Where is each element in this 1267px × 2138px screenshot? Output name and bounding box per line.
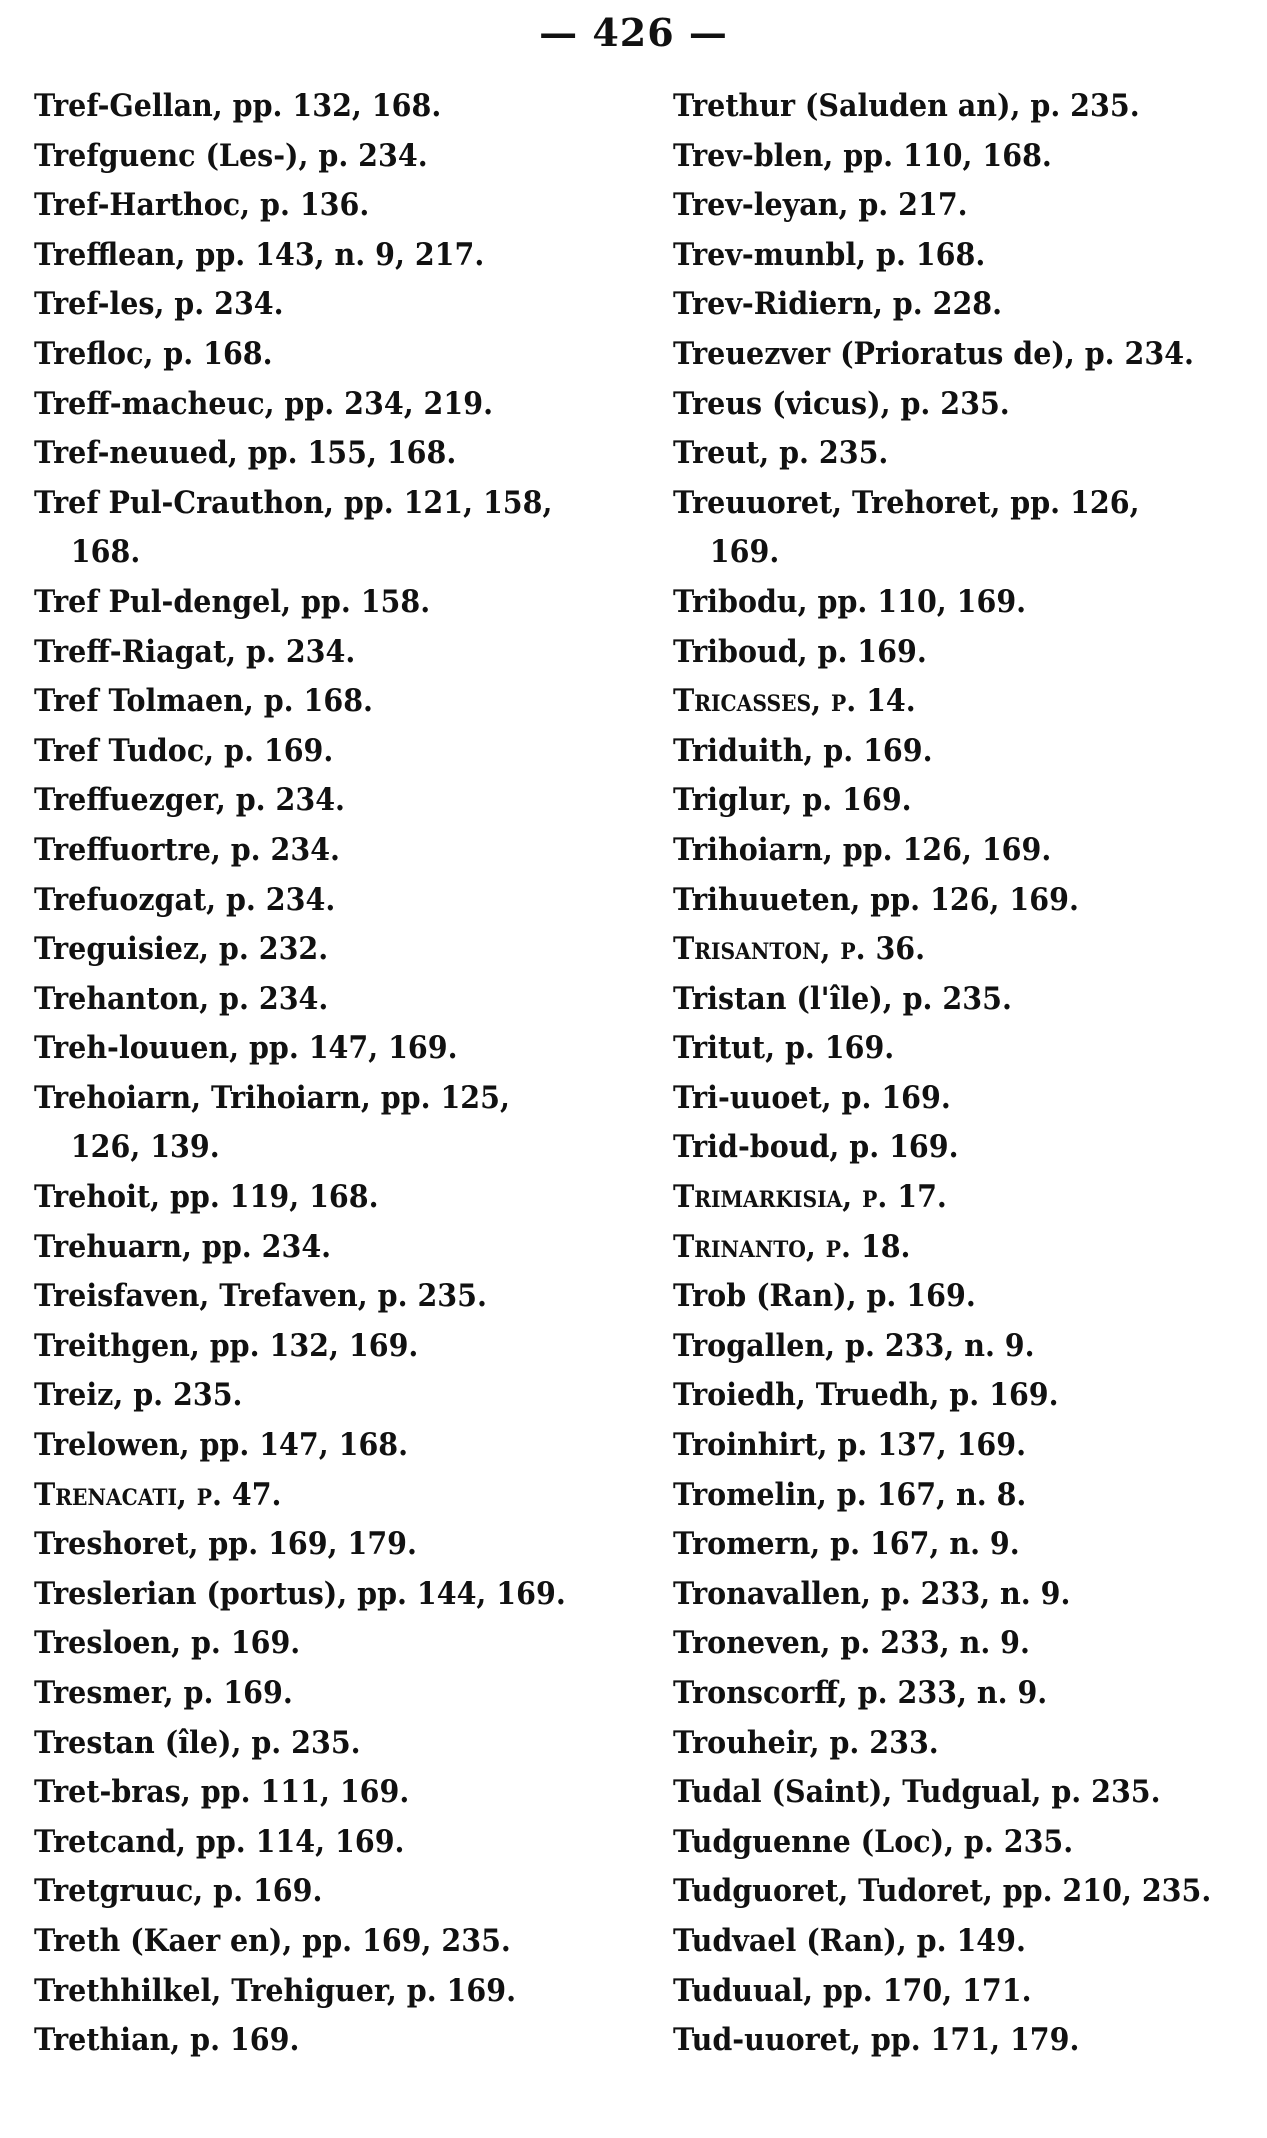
index-entry-text: Trehoit, pp. 119, 168. [34,1179,379,1216]
index-entry-text: Tref-neuued, pp. 155, 168. [34,435,457,472]
index-entry [34,1867,549,1917]
index-entry-text: Treth (Kaer en), pp. 169, 235. [34,1922,511,1959]
index-entry-text: Trehuarn, pp. 234. [34,1228,332,1265]
index-entry [34,1173,549,1223]
index-entry-text: Triduith, p. 169. [673,732,933,769]
index-entry-continuation: 169. [709,534,780,571]
index-entry [34,1371,549,1421]
index-column-right [673,82,1243,2066]
index-entry [673,1074,1197,1124]
index-entry [34,1570,566,1620]
index-entry-text: Tudguoret, Tudoret, pp. 210, 235. [673,1873,1212,1910]
index-entry [34,1520,549,1570]
index-entry-text: Treff-Riagat, p. 234. [34,633,356,670]
index-entry-text: Trid-boud, p. 169. [673,1129,959,1166]
index-entry-text: Trehanton, p. 234. [34,980,329,1017]
index-entry [673,1768,1197,1818]
index-entry [34,1669,549,1719]
index-entry-text: Trouheir, p. 233. [673,1724,939,1761]
index-entry-text: Tribodu, pp. 110, 169. [673,583,1027,620]
index-entry [673,776,1197,826]
index-entry-text: Trimarkisia, p. 17. [673,1179,947,1216]
index-entry-text: Tresmer, p. 169. [34,1675,293,1711]
index-entry [34,1024,549,1074]
index-entry-text: Tudal (Saint), Tudgual, p. 235. [673,1774,1161,1811]
index-entry-text: Trev-leyan, p. 217. [673,187,968,224]
index-entry [673,1322,1197,1372]
index-entry-text: Tretgruuc, p. 169. [34,1873,323,1910]
index-entry [673,1272,1197,1322]
index-entry-text: Troneven, p. 233, n. 9. [673,1625,1030,1662]
index-entry [34,1719,549,1769]
index-entry-continuation: 126, 139. [70,1129,220,1166]
index-entry [34,826,549,876]
index-entry [673,1421,1197,1471]
index-entry-text: Treithgen, pp. 132, 169. [34,1327,419,1364]
index-entry [34,380,549,430]
index-entry-text: Tref Tudoc, p. 169. [34,732,334,769]
index-entry [34,975,549,1025]
index-entry [34,1421,549,1471]
index-entry-text: Tref-les, p. 234. [34,286,284,323]
index-entry-text: Tresloen, p. 169. [34,1625,301,1662]
index-entry-text: Trob (Ran), p. 169. [673,1278,976,1315]
index-entry-text: Triboud, p. 169. [673,633,927,670]
index-entry-text: Troiedh, Truedh, p. 169. [673,1377,1059,1414]
index-entry-text: Trehoiarn, Trihoiarn, pp. 125, [34,1079,510,1116]
index-entry [34,876,549,926]
index-entry [673,1371,1197,1421]
index-entry [34,132,549,182]
index-entry [673,1967,1197,2017]
index-entry [34,1619,549,1669]
index-entry-text: Treut, p. 235. [673,435,889,472]
index-entry [34,925,549,975]
index-entry-text: Treshoret, pp. 169, 179. [34,1526,417,1563]
index-entry-text: Tref Tolmaen, p. 168. [34,683,373,720]
index-entry [673,1223,1197,1273]
index-entry-text: Tronscorff, p. 233, n. 9. [673,1675,1048,1711]
index-entry-text: Trelowen, pp. 147, 168. [34,1427,409,1464]
index-entry-text: Treus (vicus), p. 235. [673,385,1010,422]
index-entry-text: Trisanton, p. 36. [673,931,926,968]
index-entry-text: Tref-Harthoc, p. 136. [34,187,370,224]
index-entry-text: Treff-macheuc, pp. 234, 219. [34,385,494,422]
index-entry [34,231,549,281]
index-entry-text: Trefguenc (Les-), p. 234. [34,137,428,174]
index-entry-text: Trev-munbl, p. 168. [673,236,986,273]
index-entry-text: Trethian, p. 169. [34,2022,300,2059]
index-entry-text: Tudvael (Ran), p. 149. [673,1922,1026,1959]
index-entry [34,727,549,777]
index-entry-text: Tref-Gellan, pp. 132, 168. [34,88,442,124]
index-entry [673,1867,1212,1917]
index-entry [673,628,1197,678]
index-entry-text: Triglur, p. 169. [673,782,912,819]
index-entry-text: Trev-blen, pp. 110, 168. [673,137,1052,174]
index-entry [34,181,549,231]
index-entry-text: Treiz, p. 235. [34,1377,243,1414]
index-entry-text: Tret-bras, pp. 111, 169. [34,1774,410,1811]
index-entry-text: Treffuezger, p. 234. [34,782,345,819]
index-entry [673,826,1197,876]
index-entry [34,1917,549,1967]
index-entry [34,776,549,826]
index-entry [34,1223,549,1273]
index-entry-text: Trihuueten, pp. 126, 169. [673,881,1079,918]
index-column-left [34,82,594,2066]
index-entry-text: Treh-louuen, pp. 147, 169. [34,1030,458,1067]
index-entry [673,1024,1197,1074]
index-entry-text: Trihoiarn, pp. 126, 169. [673,831,1052,868]
index-entry-text: Trinanto, p. 18. [673,1228,911,1265]
index-entry [673,330,1197,380]
index-entry [673,1619,1197,1669]
index-entry-text: Trethur (Saluden an), p. 235. [673,88,1140,124]
index-entry-text: Tud-uuoret, pp. 171, 179. [673,2022,1080,2059]
index-entry [673,876,1197,926]
index-entry-text: Tristan (l'île), p. 235. [673,980,1012,1017]
index-entry [673,429,1197,479]
index-entry [673,975,1197,1025]
index-entry [673,2016,1197,2066]
index-entry-text: Trefloc, p. 168. [34,335,273,372]
index-entry [34,330,549,380]
index-entry [673,1719,1197,1769]
index-entry [673,727,1197,777]
index-entry [673,677,1197,727]
index-entry-text: Trev-Ridiern, p. 228. [673,286,1003,323]
index-entry-text: Tromelin, p. 167, n. 8. [673,1476,1027,1513]
index-entry-text: Tri-uuoet, p. 169. [673,1079,951,1116]
index-entry [673,1570,1197,1620]
index-entry-text: Trogallen, p. 233, n. 9. [673,1327,1035,1364]
index-entry [34,1768,549,1818]
index-entry-text: Tref Pul-dengel, pp. 158. [34,583,431,620]
index-entry [34,1818,549,1868]
index-entry [673,82,1197,132]
index-entry-text: Tretcand, pp. 114, 169. [34,1823,405,1860]
index-entry-text: Tritut, p. 169. [673,1030,895,1067]
index-entry-text: Treffuortre, p. 234. [34,831,340,868]
index-entry [34,1967,549,2017]
index-entry [673,1520,1197,1570]
index-entry-text: Tromern, p. 167, n. 9. [673,1526,1020,1563]
page-number: — 426 — [539,10,728,55]
index-entry [34,1272,549,1322]
index-entry-text: Trenacati, p. 47. [34,1476,282,1513]
index-entry [34,82,549,132]
index-entry-text: Treuuoret, Trehoret, pp. 126, [673,484,1140,521]
index-entry [34,280,549,330]
index-entry [34,429,549,479]
index-entry [34,677,549,727]
index-entry-text: Trethhilkel, Trehiguer, p. 169. [34,1972,517,2009]
index-entry-text: Treuezver (Prioratus de), p. 234. [673,335,1194,372]
index-entry [673,578,1197,628]
index-entry-text: Treisfaven, Trefaven, p. 235. [34,1278,487,1315]
index-entry-text: Tronavallen, p. 233, n. 9. [673,1575,1071,1612]
index-entry [673,132,1197,182]
index-entry-text: Troinhirt, p. 137, 169. [673,1427,1027,1464]
index-entry [673,1123,1197,1173]
index-entry [673,1471,1197,1521]
index-entry [673,181,1197,231]
index-entry-continuation: 168. [70,534,141,571]
index-entry [673,231,1197,281]
index-entry-text: Treslerian (portus), pp. 144, 169. [34,1575,566,1612]
index-entry [673,1173,1197,1223]
index-entry [673,280,1197,330]
index-entry [34,578,549,628]
index-entry [673,925,1197,975]
index-entry [673,380,1197,430]
index-entry [34,1074,549,1173]
index-entry-text: Tudguenne (Loc), p. 235. [673,1823,1074,1860]
index-entry [34,628,549,678]
index-entry [34,1322,549,1372]
index-entry-text: Treguisiez, p. 232. [34,931,329,968]
index-entry [34,1471,549,1521]
index-entry-text: Tuduual, pp. 170, 171. [673,1972,1032,2009]
index-entry-text: Tricasses, p. 14. [673,683,916,720]
index-entry-text: Tref Pul-Crauthon, pp. 121, 158, [34,484,553,521]
index-entry [34,2016,549,2066]
index-entry [673,479,1197,578]
index-entry [34,479,553,578]
index-entry-text: Trefuozgat, p. 234. [34,881,336,918]
index-entry-text: Trefflean, pp. 143, n. 9, 217. [34,236,485,273]
index-entry [673,1818,1197,1868]
index-entry [673,1917,1197,1967]
index-entry [673,1669,1197,1719]
index-entry-text: Trestan (île), p. 235. [34,1724,361,1761]
